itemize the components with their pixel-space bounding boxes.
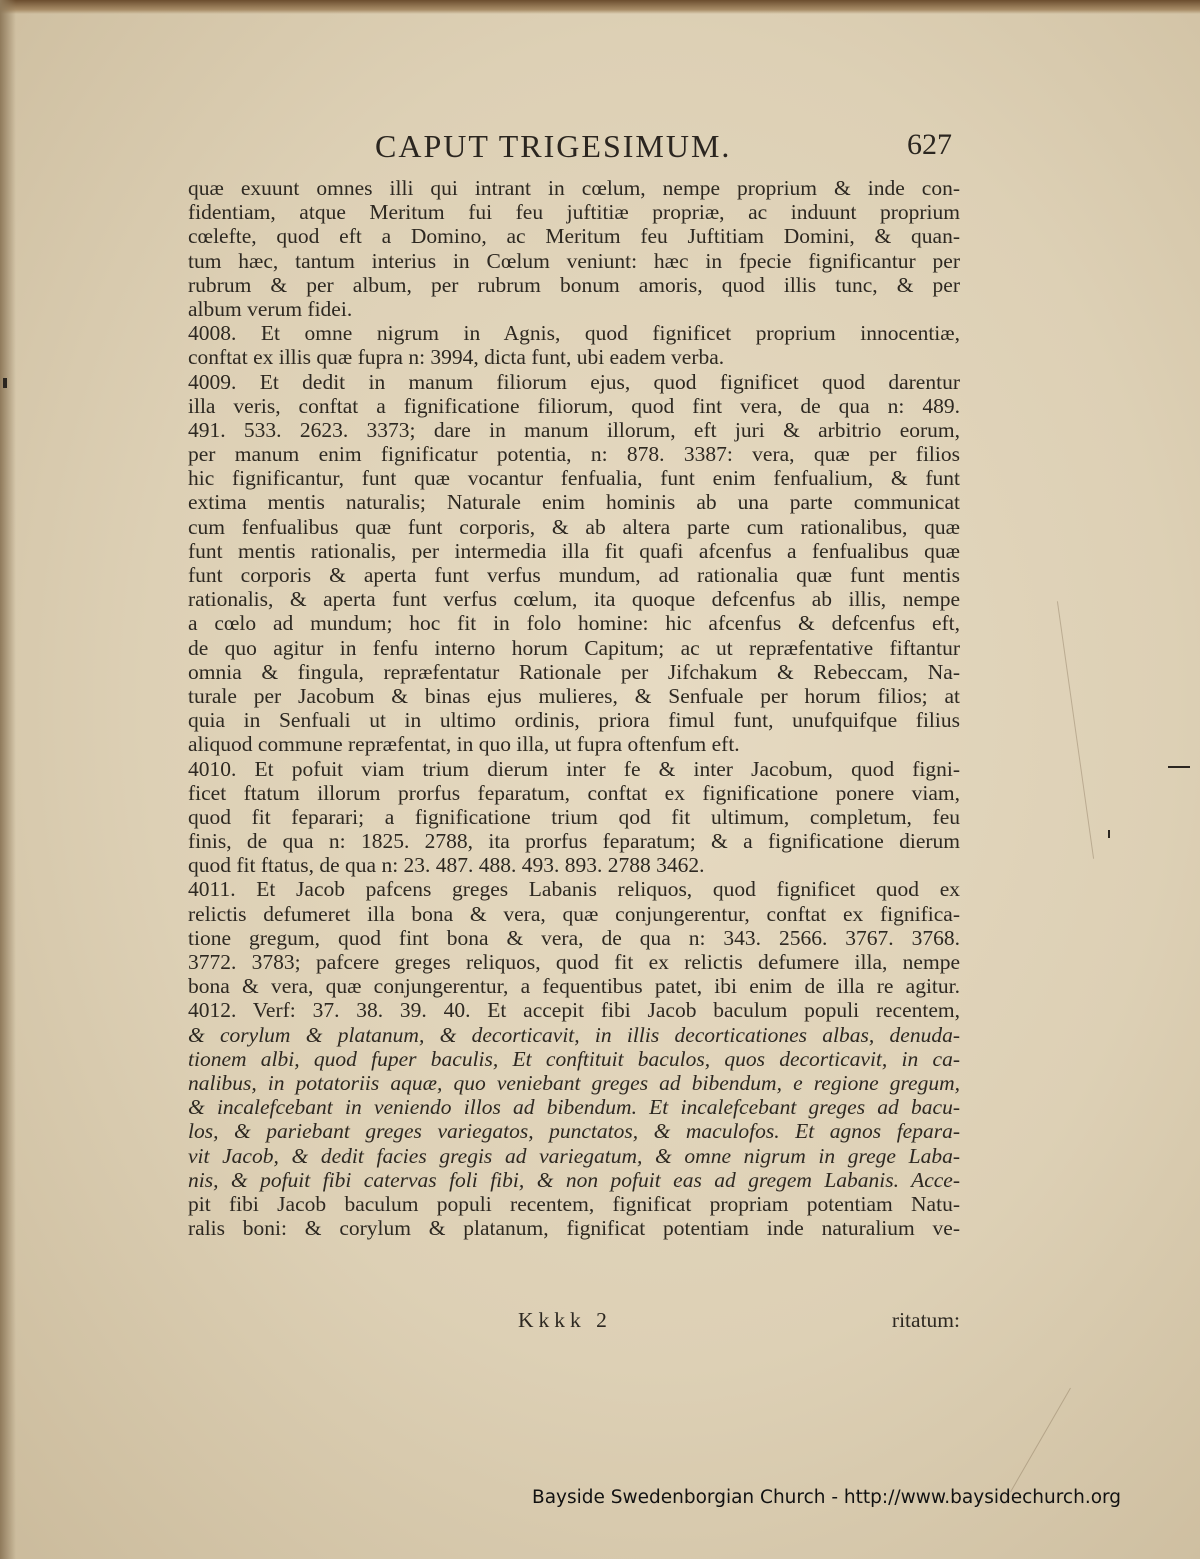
text-line: funt corporis & aperta funt verfus mundum, ad rationalia quæ funt mentis <box>188 563 960 587</box>
body-text <box>188 176 960 1240</box>
text-line: tum hæc, tantum interius in Cœlum veniunt: hæc in fpecie fignificantur per <box>188 248 960 273</box>
running-head <box>190 126 960 176</box>
text-line: de quo agitur in fenfu interno horum Capitum; ac ut repræfentative fiftantur <box>188 635 960 660</box>
text-line: bona & vera, quæ conjungerentur, a fequentibus patet, ibi enim de illa re agitur. <box>188 974 960 999</box>
text-line: 3772. 3783; pafcere greges reliquos, quod fit ex relictis defumere illa, nempe <box>188 950 960 974</box>
watermark: Bayside Swedenborgian Church - http://www.baysidechurch.org <box>532 1487 1122 1508</box>
text-line: tionem albi, quod fuper baculis, Et conftituit baculos, quos decorticavit, in ca- <box>188 1046 960 1071</box>
margin-mark <box>3 378 7 388</box>
text-line: quod fit ftatus, de qua n: 23. 487. 488. 493. 893. 2788 3462. <box>188 853 705 878</box>
text-line: 4012. Verf: 37. 38. 39. 40. Et accepit fibi Jacob baculum populi recentem, <box>188 998 960 1023</box>
text-line: album verum fidei. <box>188 296 353 321</box>
text-line: relictis defumeret illa bona & vera, quæ conjungerentur, conftat ex fignifica- <box>188 901 960 926</box>
text-line: 4009. Et dedit in manum filiorum ejus, quod fignificet quod darentur <box>188 369 960 394</box>
text-line: & corylum & platanum, & decorticavit, in illis decorticationes albas, denuda- <box>188 1022 960 1047</box>
signature-mark: Kkkk 2 <box>518 1308 612 1332</box>
text-line: quod fit feparari; a fignificatione trium qod fit ultimum, completum, feu <box>188 804 960 829</box>
text-line: cum fenfualibus quæ funt corporis, & ab altera parte cum rationalibus, quæ <box>188 514 960 539</box>
text-line: hic fignificantur, funt quæ vocantur fenfualia, funt enim fenfualium, & funt <box>188 466 960 491</box>
catchword: ritatum: <box>891 1308 960 1332</box>
text-line: quia in Senfuali ut in ultimo ordinis, priora fimul funt, unufquifque filius <box>188 708 960 733</box>
text-line: 4008. Et omne nigrum in Agnis, quod fignificet proprium innocentiæ, <box>188 321 960 346</box>
text-line: nalibus, in potatoriis aquæ, quo veniebant greges ad bibendum, e regione gregum, <box>188 1070 960 1095</box>
text-line: quæ exuunt omnes illi qui intrant in cœlum, nempe proprium & inde con- <box>188 176 960 200</box>
text-line: turale per Jacobum & binas ejus mulieres, & Senfuale per horum filios; at <box>188 683 960 708</box>
text-line: nis, & pofuit fibi catervas foli fibi, & non pofuit eas ad gregem Labanis. Acce- <box>188 1167 960 1192</box>
page-top-edge <box>0 0 1200 14</box>
margin-mark <box>1168 766 1190 768</box>
text-line: a cœlo ad mundum; hoc fit in folo homine: hic afcenfus & defcenfus eft, <box>188 611 960 636</box>
text-line: vit Jacob, & dedit facies gregis ad variegatum, & omne nigrum in grege Laba- <box>188 1143 960 1168</box>
text-line: 4011. Et Jacob pafcens greges Labanis reliquos, quod fignificet quod ex <box>188 877 960 902</box>
text-line: fidentiam, atque Meritum fui feu juftitiæ propriæ, ac induunt proprium <box>188 200 960 225</box>
text-line: tione gregum, quod fint bona & vera, de qua n: 343. 2566. 3767. 3768. <box>188 925 960 950</box>
text-line: aliquod commune repræfentat, in quo illa, ut fupra oftenfum eft. <box>188 732 740 757</box>
text-line: funt mentis rationalis, per intermedia illa fit quafi afcenfus a fenfualibus quæ <box>188 538 960 563</box>
text-line: finis, de qua n: 1825. 2788, ita prorfus feparatum; & a fignificatione dierum <box>188 829 960 854</box>
text-line: 4010. Et pofuit viam trium dierum inter fe & inter Jacobum, quod figni- <box>188 756 960 781</box>
text-line: pit fibi Jacob baculum populi recentem, fignificat propriam potentiam Natu- <box>188 1191 960 1216</box>
page-left-edge <box>0 0 16 1559</box>
text-line: extima mentis naturalis; Naturale enim hominis ab una parte communicat <box>188 490 960 515</box>
text-line: ficet ftatum illorum prorfus feparatum, conftat ex fignificatione ponere viam, <box>188 780 960 805</box>
text-line: illa veris, conftat a fignificatione filiorum, quod fint vera, de qua n: 489. <box>188 393 960 418</box>
page-number: 627 <box>907 128 952 161</box>
paper-crease <box>1010 1388 1071 1492</box>
text-line: ralis boni: & corylum & platanum, fignificat potentiam inde naturalium ve- <box>188 1216 960 1241</box>
text-line: 491. 533. 2623. 3373; dare in manum illorum, eft juri & arbitrio eorum, <box>188 417 960 442</box>
margin-mark <box>1108 830 1110 838</box>
text-line: conftat ex illis quæ fupra n: 3994, dicta funt, ubi eadem verba. <box>188 345 725 370</box>
text-line: cœlefte, quod eft a Domino, ac Meritum feu Juftitiam Domini, & quan- <box>188 224 960 249</box>
page-title: CAPUT TRIGESIMUM. <box>375 128 732 164</box>
text-line: los, & pariebant greges variegatos, punctatos, & maculofos. Et agnos fepara- <box>188 1119 960 1144</box>
text-line: & incalefcebant in veniendo illos ad bibendum. Et incalefcebant greges ad bacu- <box>188 1095 960 1120</box>
text-line: rationalis, & aperta funt verfus cœlum, ita quoque defcenfus ab illis, nempe <box>188 587 960 612</box>
paper-crease <box>1057 601 1094 859</box>
text-line: omnia & fingula, repræfentatur Rationale per Jifchakum & Rebeccam, Na- <box>188 659 960 684</box>
text-line: per manum enim fignificatur potentia, n: 878. 3387: vera, quæ per filios <box>188 442 960 467</box>
text-line: rubrum & per album, per rubrum bonum amoris, quod illis tunc, & per <box>188 272 960 297</box>
page-footer <box>188 1308 960 1334</box>
